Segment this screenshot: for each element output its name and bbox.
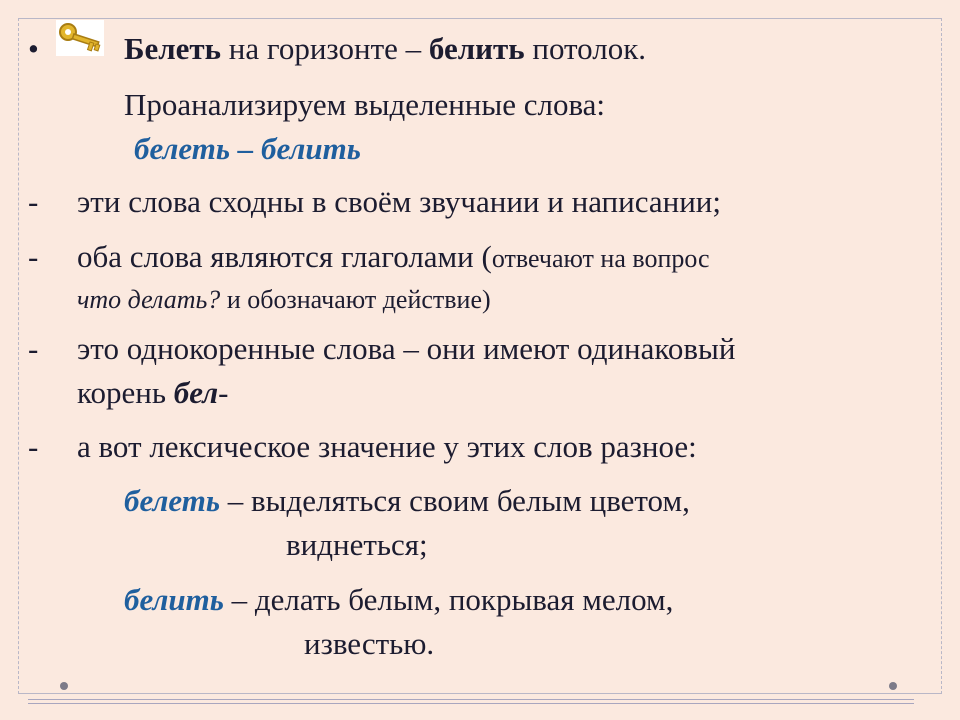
word-belet: Белеть	[124, 31, 222, 66]
corner-dot-right	[889, 682, 897, 690]
list-item-root-cont	[77, 375, 228, 411]
list-item-meaning: а вот лексическое значение у этих слов разное:	[77, 429, 697, 464]
list-marker: -	[28, 184, 39, 219]
verbs-italic: что делать?	[77, 285, 221, 314]
list-marker: -	[28, 239, 39, 274]
list-marker: -	[28, 429, 39, 464]
def-dash: –	[223, 582, 255, 617]
definition-belet-cont: виднеться;	[286, 527, 428, 562]
corner-dot-left	[60, 682, 68, 690]
def-word-belet: белеть	[124, 483, 220, 518]
root-label: корень	[77, 375, 174, 410]
def-dash: –	[220, 483, 251, 518]
list-item-verbs-cont	[77, 282, 491, 318]
def-text-belit: делать белым, покрывая мелом,	[254, 582, 674, 617]
bullet: •	[28, 31, 39, 66]
root-dash: -	[218, 375, 229, 410]
highlighted-words: белеть – белить	[134, 131, 361, 166]
list-item-verbs	[77, 239, 710, 277]
bottom-rule	[28, 699, 914, 700]
root-bel: бел	[173, 375, 219, 410]
def-text-belet: выделяться своим белым цветом,	[251, 483, 690, 518]
bottom-rule-2	[28, 703, 914, 704]
definition-belit-cont: известью.	[304, 626, 435, 661]
list-item-sound: эти слова сходны в своём звучании и написании;	[77, 184, 722, 219]
sentence-end: потолок.	[524, 31, 647, 66]
word-belit: белить	[428, 31, 525, 66]
sentence-middle: на горизонте –	[221, 31, 429, 66]
verbs-action: и обозначают действие)	[220, 285, 491, 314]
key-icon	[56, 20, 104, 56]
definition-belet	[124, 483, 690, 519]
verbs-text: оба слова являются глаголами (	[77, 239, 492, 274]
definition-belit	[124, 582, 673, 618]
verbs-question: отвечают на вопрос	[491, 244, 710, 273]
list-item-root: это однокоренные слова – они имеют одинаковый	[77, 331, 736, 366]
sentence-line	[124, 31, 646, 67]
def-word-belit: белить	[124, 582, 224, 617]
analysis-intro: Проанализируем выделенные слова:	[124, 87, 606, 122]
list-marker: -	[28, 331, 39, 366]
